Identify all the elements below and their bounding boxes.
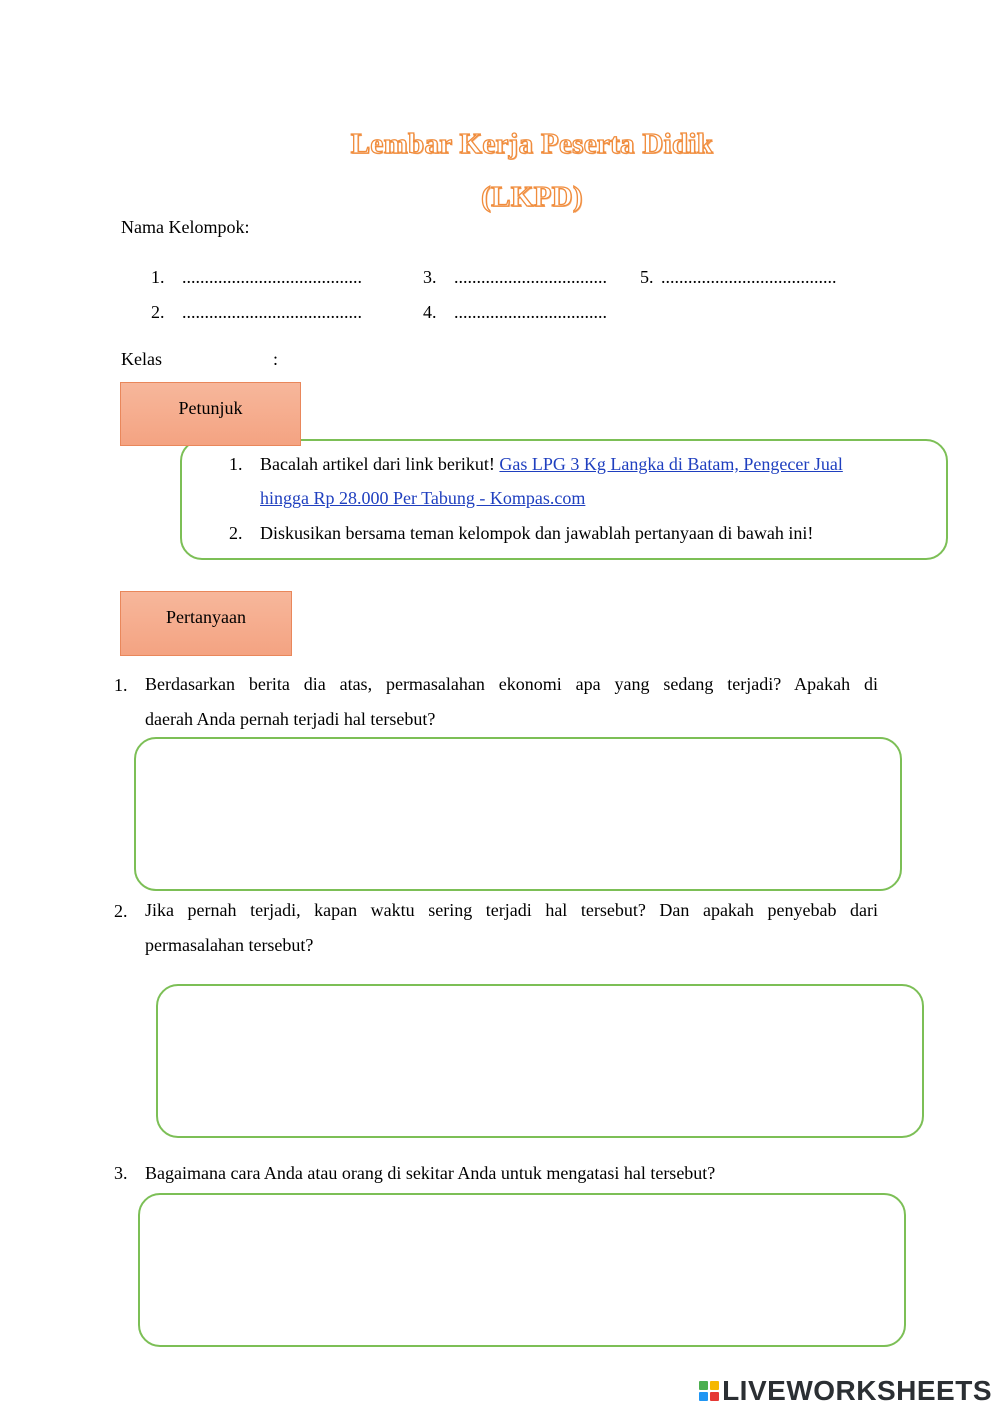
- member-3-number: 3.: [423, 267, 437, 287]
- instruction-1-label: Bacalah artikel dari link berikut!: [260, 454, 495, 474]
- instruction-1-text: [260, 454, 920, 475]
- answer-box-2[interactable]: [156, 984, 924, 1138]
- question-2-number: 2.: [114, 901, 128, 921]
- liveworksheets-logo[interactable]: [699, 1375, 992, 1407]
- question-1-text: [145, 667, 878, 737]
- instruction-2-text: Diskusikan bersama teman kelompok dan jawablah pertanyaan di bawah ini!: [260, 523, 814, 543]
- member-4-field[interactable]: ..................................: [454, 302, 607, 322]
- question-1-number: 1.: [114, 675, 128, 695]
- class-colon: :: [273, 349, 279, 369]
- group-label: Nama Kelompok:: [121, 217, 250, 237]
- question-1-line1: Berdasarkan berita dia atas, permasalahan ekonomi apa yang sedang terjadi? Apakah di: [145, 674, 878, 694]
- worksheet-title: Lembar Kerja Peserta Didik: [350, 128, 714, 160]
- member-2-number: 2.: [151, 302, 165, 322]
- member-5-field[interactable]: .......................................: [661, 267, 837, 287]
- question-3-number: 3.: [114, 1163, 128, 1183]
- liveworksheets-grid-icon: [699, 1381, 719, 1401]
- member-5-number: 5.: [640, 267, 654, 287]
- member-4-number: 4.: [423, 302, 437, 322]
- instruction-1-number: 1.: [229, 454, 243, 474]
- instruction-2-number: 2.: [229, 523, 243, 543]
- logo-square-green: [699, 1381, 708, 1390]
- logo-square-yellow: [710, 1381, 719, 1390]
- member-1-field[interactable]: ........................................: [182, 267, 362, 287]
- question-2-line1: Jika pernah terjadi, kapan waktu sering terjadi hal tersebut? Dan apakah penyebab dari: [145, 900, 878, 920]
- member-3-field[interactable]: ..................................: [454, 267, 607, 287]
- logo-text: LIVEWORKSHEETS: [722, 1375, 992, 1406]
- answer-box-3[interactable]: [138, 1193, 906, 1347]
- logo-square-blue: [699, 1392, 708, 1401]
- class-label: Kelas: [121, 349, 162, 369]
- article-link[interactable]: Gas LPG 3 Kg Langka di Batam, Pengecer Jual: [499, 454, 843, 474]
- question-2-text: [145, 893, 878, 963]
- question-1-line2: daerah Anda pernah terjadi hal tersebut?: [145, 709, 436, 729]
- worksheet-subtitle: (LKPD): [481, 181, 583, 213]
- instructions-header: Petunjuk: [120, 382, 301, 446]
- answer-box-1[interactable]: [134, 737, 902, 891]
- logo-square-red: [710, 1392, 719, 1401]
- article-link-continued[interactable]: hingga Rp 28.000 Per Tabung - Kompas.com: [260, 488, 586, 508]
- question-2-line2: permasalahan tersebut?: [145, 935, 314, 955]
- questions-header: Pertanyaan: [120, 591, 292, 656]
- question-3-text: Bagaimana cara Anda atau orang di sekitar Anda untuk mengatasi hal tersebut?: [145, 1163, 716, 1183]
- member-2-field[interactable]: ........................................: [182, 302, 362, 322]
- member-1-number: 1.: [151, 267, 165, 287]
